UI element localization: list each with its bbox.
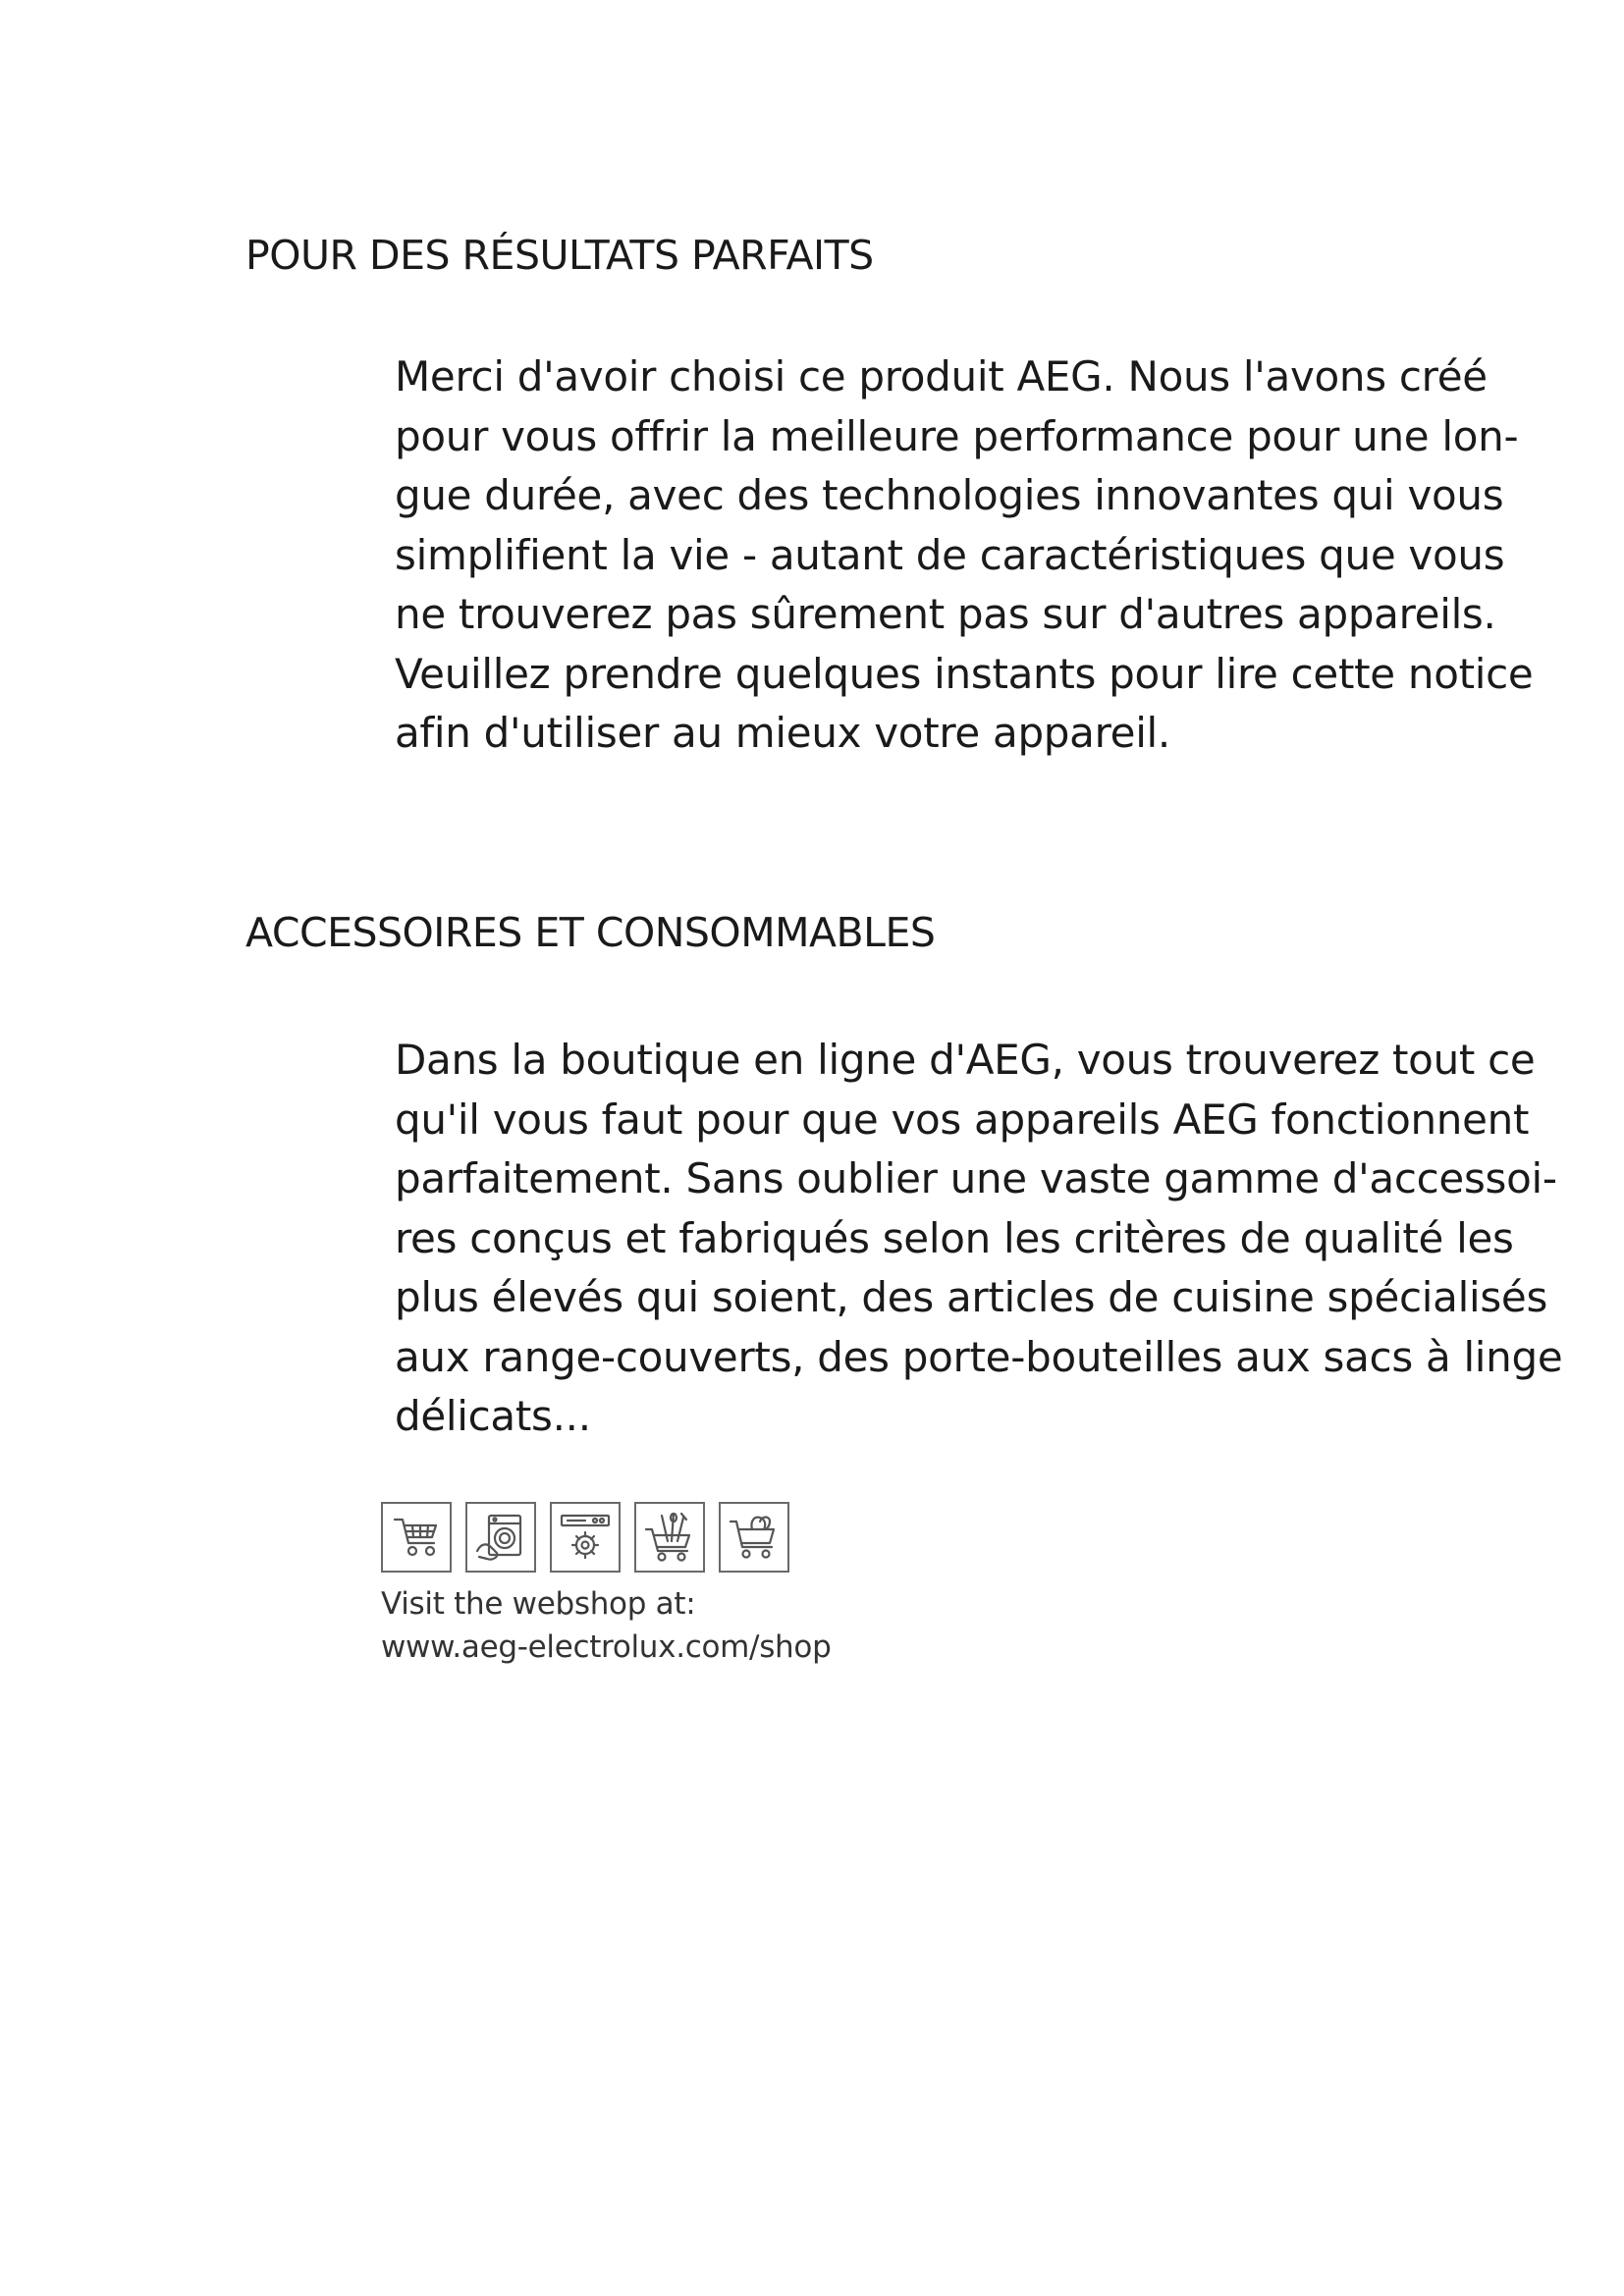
paragraph-line: qu'il vous faut pour que vos appareils AEG fonctionnent (395, 1095, 1530, 1144)
paragraph-line: parfaitement. Sans oublier une vaste gamme d'accessoi- (395, 1154, 1557, 1202)
webshop-info (381, 1582, 831, 1669)
paragraph-line: gue durée, avec des technologies innovantes qui vous (395, 471, 1504, 519)
cart-bag-icon (719, 1502, 789, 1573)
paragraph-line: aux range-couverts, des porte-bouteilles aux sacs à linge (395, 1332, 1563, 1381)
paragraph-line: ne trouverez pas sûrement pas sur d'autres appareils. (395, 590, 1496, 638)
paragraph-line: Veuillez prendre quelques instants pour lire cette notice (395, 649, 1534, 698)
paragraph-line: plus élevés qui soient, des articles de cuisine spécialisés (395, 1273, 1548, 1321)
section-title-accessories: ACCESSOIRES ET CONSOMMABLES (245, 909, 936, 956)
appliance-gear-icon (550, 1502, 621, 1573)
shopping-cart-icon (381, 1502, 452, 1573)
intro-paragraph (395, 347, 1534, 764)
webshop-label: Visit the webshop at: (381, 1586, 696, 1622)
accessories-paragraph (395, 1031, 1563, 1447)
paragraph-line: pour vous offrir la meilleure performance pour une lon- (395, 411, 1519, 460)
webshop-url[interactable]: www.aeg-electrolux.com/shop (381, 1629, 832, 1665)
kitchen-tools-cart-icon (634, 1502, 705, 1573)
paragraph-line: afin d'utiliser au mieux votre appareil. (395, 709, 1170, 757)
paragraph-line: simplifient la vie - autant de caractéristiques que vous (395, 530, 1505, 579)
paragraph-line: res conçus et fabriqués selon les critères de qualité les (395, 1213, 1514, 1262)
washing-machine-hand-icon (465, 1502, 536, 1573)
paragraph-line: délicats... (395, 1392, 591, 1440)
paragraph-line: Dans la boutique en ligne d'AEG, vous trouverez tout ce (395, 1036, 1536, 1084)
paragraph-line: Merci d'avoir choisi ce produit AEG. Nous l'avons créé (395, 352, 1488, 400)
section-title-results: POUR DES RÉSULTATS PARFAITS (245, 232, 874, 279)
webshop-icon-row (381, 1502, 789, 1573)
